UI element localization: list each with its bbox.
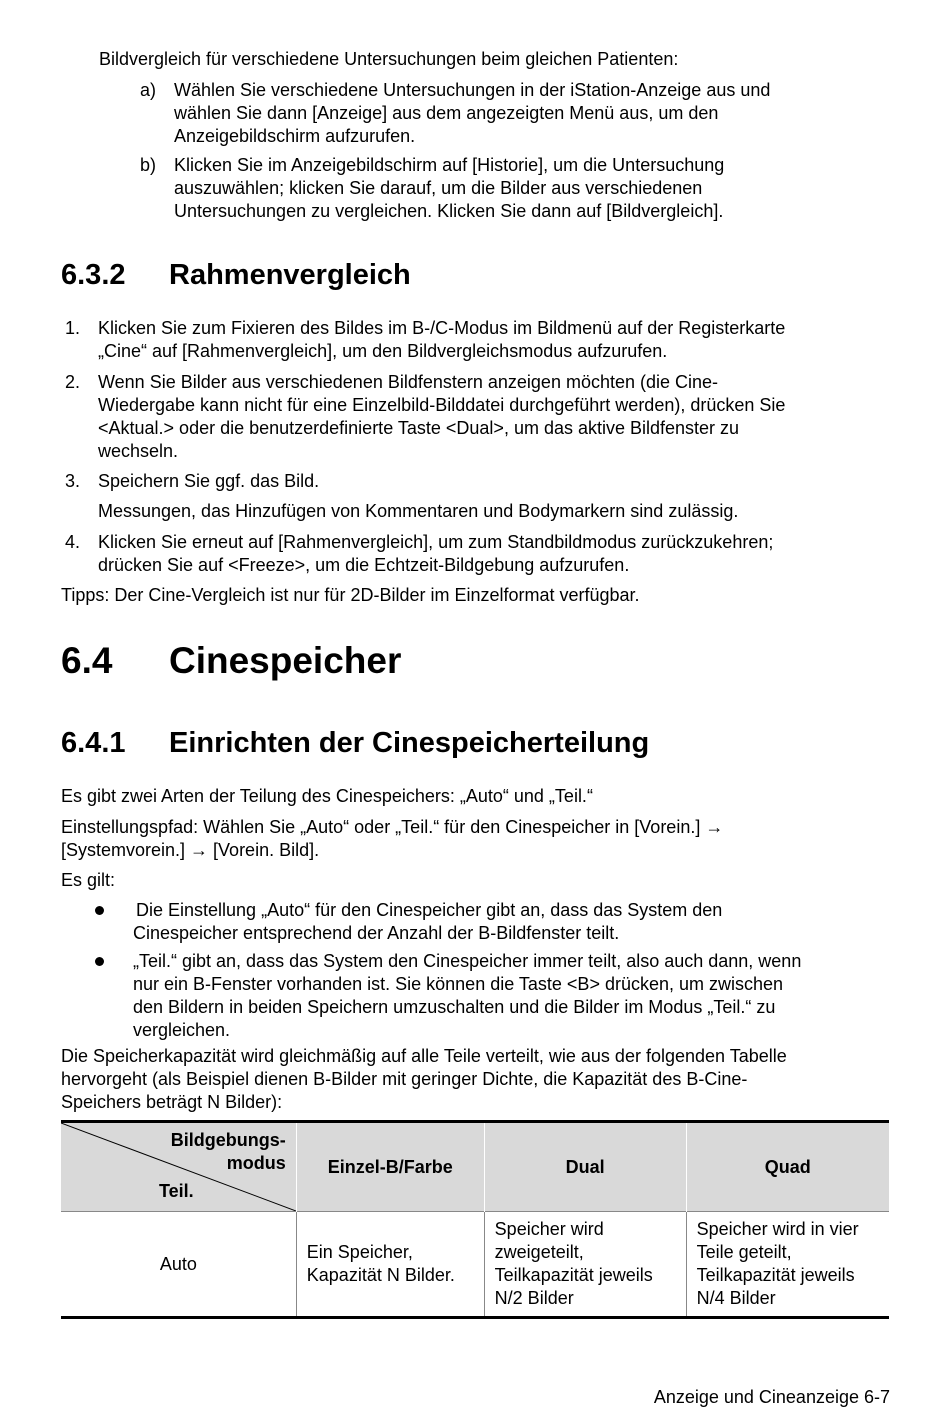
table-corner-cell bbox=[61, 1122, 296, 1212]
step-3 bbox=[65, 470, 885, 493]
paragraph-capacity bbox=[61, 1045, 787, 1114]
section-title: Rahmenvergleich bbox=[169, 259, 411, 291]
table-cell bbox=[296, 1212, 484, 1318]
cell-line: Speicher wird in vier bbox=[696, 1219, 859, 1239]
cell-line: Teile geteilt, bbox=[696, 1242, 792, 1262]
cell-line: Teilkapazität jeweils bbox=[696, 1265, 855, 1285]
table-cell bbox=[686, 1212, 889, 1318]
bullet-item bbox=[94, 899, 894, 945]
bullet-line: „Teil.“ gibt an, dass das System den Cinespeicher immer teilt, also auch dann, wenn bbox=[133, 951, 802, 971]
table-row bbox=[61, 1212, 889, 1318]
paragraph-es-gilt: Es gilt: bbox=[61, 870, 116, 890]
step-line: wechseln. bbox=[98, 441, 179, 461]
step-line: Klicken Sie zum Fixieren des Bildes im B-/C-Modus im Bildmenü auf der Registerkarte bbox=[98, 318, 786, 338]
intro-item-b bbox=[140, 154, 860, 224]
section-heading-6-4 bbox=[61, 640, 402, 682]
section-heading-6-4-1 bbox=[61, 726, 650, 760]
step-1 bbox=[65, 317, 885, 363]
paragraph-line: [Systemvorein.] → [Vorein. Bild]. bbox=[61, 840, 320, 860]
cell-line: N/2 Bilder bbox=[494, 1288, 574, 1308]
paragraph-types: Es gibt zwei Arten der Teilung des Cinespeichers: „Auto“ und „Teil.“ bbox=[61, 786, 593, 806]
step-line: Speichern Sie ggf. das Bild. bbox=[98, 471, 320, 491]
step-line: Klicken Sie erneut auf [Rahmenvergleich], um zum Standbildmodus zurückzukehren; bbox=[98, 532, 774, 552]
corner-line: modus bbox=[226, 1153, 286, 1173]
section-heading-6-3-2 bbox=[61, 258, 411, 292]
intro-line: Bildvergleich für verschiedene Untersuchungen beim gleichen Patienten: bbox=[99, 49, 679, 69]
corner-bottom-label: Teil. bbox=[159, 1181, 194, 1201]
cell-line: zweigeteilt, bbox=[494, 1242, 584, 1262]
item-line: auszuwählen; klicken Sie darauf, um die Bilder aus verschiedenen bbox=[174, 178, 703, 198]
item-label: b) bbox=[140, 155, 157, 175]
paragraph-line: Die Speicherkapazität wird gleichmäßig auf alle Teile verteilt, wie aus der folgenden Tabelle bbox=[61, 1046, 787, 1066]
step-number: 4. bbox=[65, 532, 81, 552]
corner-top-label bbox=[171, 1129, 286, 1175]
step-4 bbox=[65, 531, 885, 577]
table-header-cell: Dual bbox=[484, 1122, 686, 1212]
section-title: Einrichten der Cinespeicherteilung bbox=[169, 727, 650, 759]
corner-line: Bildgebungs- bbox=[170, 1130, 286, 1150]
item-line: Anzeigebildschirm aufzurufen. bbox=[174, 126, 416, 146]
paragraph-line: hervorgeht (als Beispiel dienen B-Bilder mit geringer Dichte, die Kapazität des B-Cine- bbox=[61, 1069, 748, 1089]
bullet-icon bbox=[95, 906, 104, 915]
capacity-table bbox=[61, 1120, 889, 1319]
bullet-item bbox=[94, 950, 894, 1042]
row-label-cell: Auto bbox=[61, 1212, 296, 1318]
paragraph-line: Einstellungspfad: Wählen Sie „Auto“ oder „Teil.“ für den Cinespeicher in [Vorein.] → bbox=[61, 817, 724, 837]
step-number: 2. bbox=[65, 372, 81, 392]
item-line: wählen Sie dann [Anzeige] aus dem angezeigten Menü aus, um den bbox=[174, 103, 719, 123]
cell-line: Teilkapazität jeweils bbox=[494, 1265, 653, 1285]
table-header-row bbox=[61, 1122, 889, 1212]
table-header-cell: Einzel-B/Farbe bbox=[296, 1122, 484, 1212]
step-number: 1. bbox=[65, 318, 81, 338]
step-line: Messungen, das Hinzufügen von Kommentaren und Bodymarkern sind zulässig. bbox=[98, 501, 739, 521]
cell-line: Kapazität N Bilder. bbox=[306, 1265, 455, 1285]
step-line: Wenn Sie Bilder aus verschiedenen Bildfenstern anzeigen möchten (die Cine- bbox=[98, 372, 719, 392]
item-label: a) bbox=[140, 80, 157, 100]
section-number: 6.4 bbox=[61, 640, 113, 681]
bullet-line: den Bildern in beiden Speichern umzuschalten und die Bilder im Modus „Teil.“ zu bbox=[133, 997, 776, 1017]
cell-line: N/4 Bilder bbox=[696, 1288, 776, 1308]
item-line: Klicken Sie im Anzeigebildschirm auf [Historie], um die Untersuchung bbox=[174, 155, 725, 175]
bullet-icon bbox=[95, 957, 104, 966]
intro-item-a bbox=[140, 79, 860, 149]
section-title: Cinespeicher bbox=[169, 640, 402, 681]
step-3-note bbox=[65, 500, 885, 523]
paragraph-line: Speichers beträgt N Bilder): bbox=[61, 1092, 283, 1112]
bullet-line: nur ein B-Fenster vorhanden ist. Sie können die Taste <B> drücken, um zwischen bbox=[133, 974, 784, 994]
section-number: 6.3.2 bbox=[61, 259, 126, 291]
table-cell bbox=[484, 1212, 686, 1318]
tip-text: Tipps: Der Cine-Vergleich ist nur für 2D-Bilder im Einzelformat verfügbar. bbox=[61, 585, 640, 605]
step-2 bbox=[65, 371, 885, 463]
step-number: 3. bbox=[65, 471, 81, 491]
section-number: 6.4.1 bbox=[61, 727, 126, 759]
step-line: drücken Sie auf <Freeze>, um die Echtzeit-Bildgebung aufzurufen. bbox=[98, 555, 630, 575]
item-line: Untersuchungen zu vergleichen. Klicken Sie dann auf [Bildvergleich]. bbox=[174, 201, 724, 221]
cell-line: Ein Speicher, bbox=[306, 1242, 413, 1262]
page-footer: Anzeige und Cineanzeige 6-7 bbox=[653, 1387, 890, 1407]
paragraph-settings-path bbox=[61, 816, 723, 862]
cell-line: Speicher wird bbox=[494, 1219, 604, 1239]
bullet-line: vergleichen. bbox=[133, 1020, 231, 1040]
step-line: Wiedergabe kann nicht für eine Einzelbild-Bilddatei durchgeführt werden), drücken Sie bbox=[98, 395, 786, 415]
item-line: Wählen Sie verschiedene Untersuchungen in der iStation-Anzeige aus und bbox=[174, 80, 771, 100]
step-line: „Cine“ auf [Rahmenvergleich], um den Bildvergleichsmodus aufzurufen. bbox=[98, 341, 668, 361]
table-header-cell: Quad bbox=[686, 1122, 889, 1212]
step-line: <Aktual.> oder die benutzerdefinierte Taste <Dual>, um das aktive Bildfenster zu bbox=[98, 418, 740, 438]
bullet-line: Cinespeicher entsprechend der Anzahl der B-Bildfenster teilt. bbox=[133, 923, 620, 943]
bullet-line: Die Einstellung „Auto“ für den Cinespeicher gibt an, dass das System den bbox=[136, 900, 723, 920]
